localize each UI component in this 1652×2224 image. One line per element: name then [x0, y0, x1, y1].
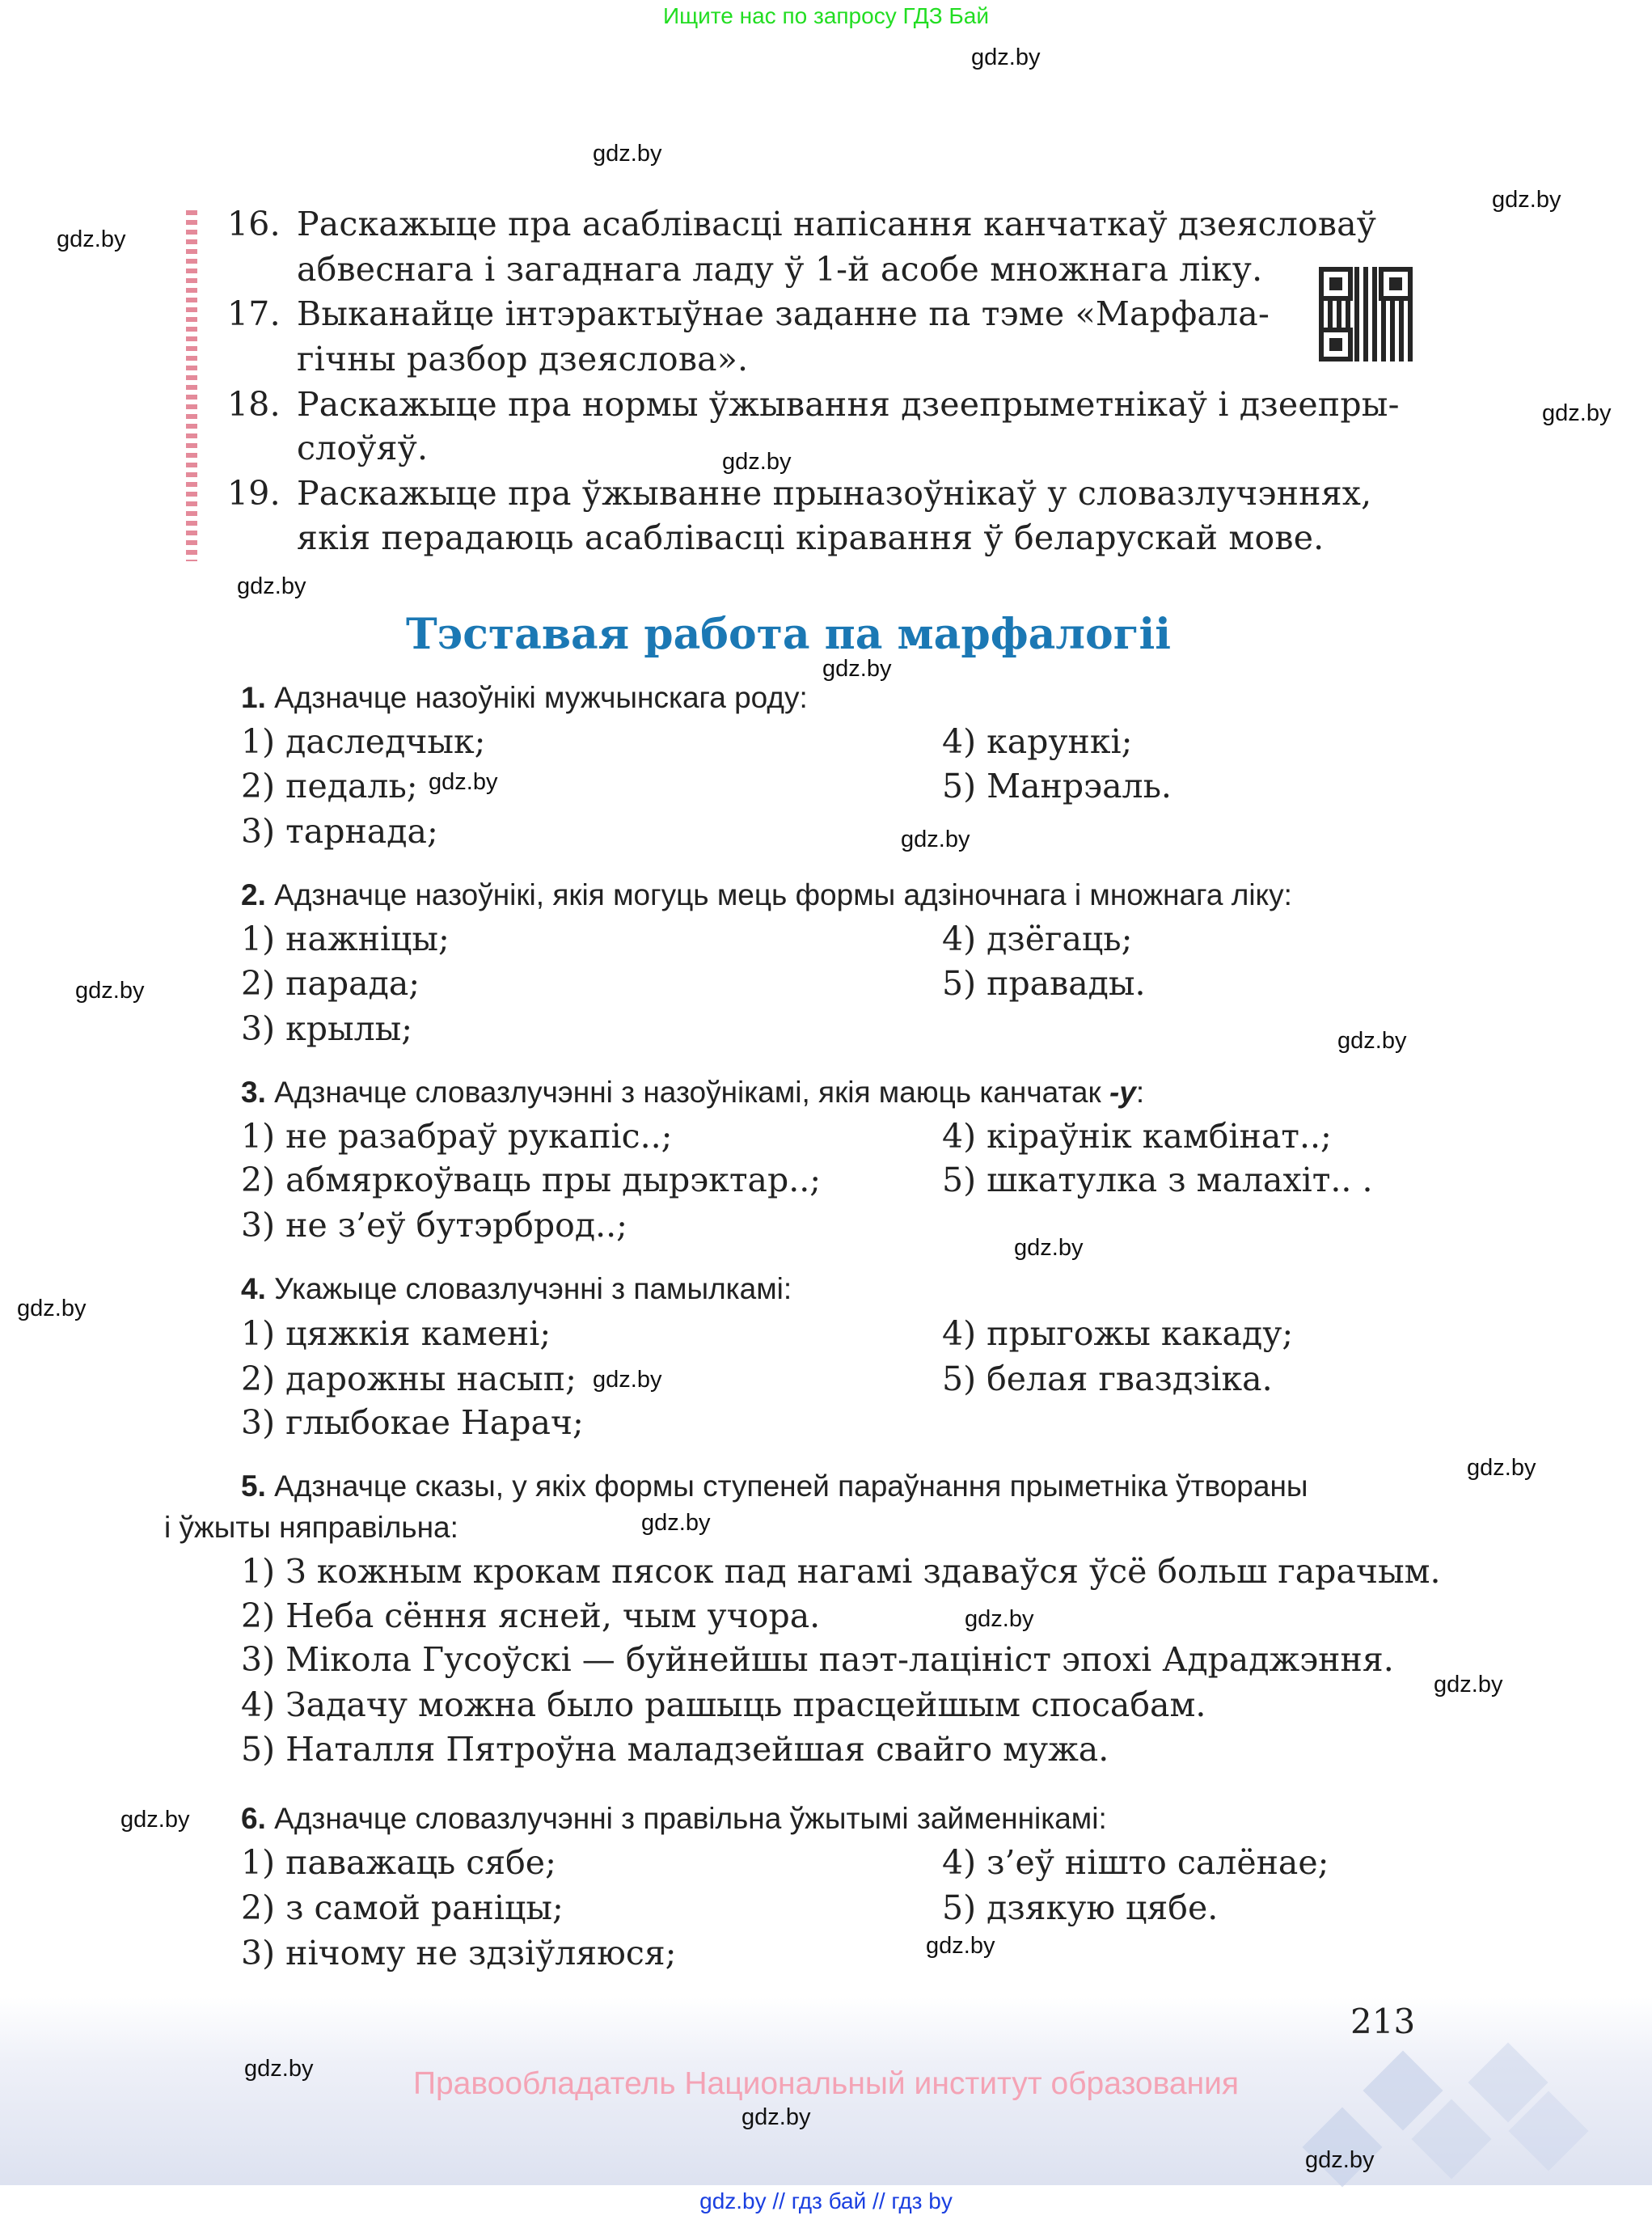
footer-links[interactable]: gdz.by // гдз бай // гдз by — [699, 2188, 953, 2213]
ending-highlight: -у — [1109, 1076, 1136, 1109]
watermark: gdz.by — [901, 827, 970, 852]
question-number: 18. — [227, 385, 281, 424]
option: 4) з’еў нішто салёнае; — [942, 1843, 1329, 1882]
option: 5) Наталля Пятроўна маладзейшая свайго мужа. — [241, 1730, 1109, 1769]
watermark: gdz.by — [57, 226, 126, 252]
watermark: gdz.by — [429, 769, 498, 795]
section-title: Тэставая работа па марфалогіі — [405, 610, 1172, 659]
test-question-3 — [241, 1075, 1144, 1110]
page-number: 213 — [1350, 2002, 1416, 2041]
watermark: gdz.by — [120, 1807, 190, 1833]
watermark: gdz.by — [822, 656, 892, 682]
test-question-text: Адзначце назоўнікі, якія могуць мець формы адзіночнага і множнага ліку: — [274, 878, 1292, 911]
option: 2) дарожны насып; — [241, 1359, 577, 1398]
question-text: Раскажыце пра ўжыванне прыназоўнікаў у словазлучэннях, — [297, 474, 1372, 513]
test-question-text: Укажыце словазлучэнні з памылкамі: — [274, 1272, 792, 1305]
test-question-text: Адзначце словазлучэнні з правільна ўжытымі займеннікамі: — [274, 1802, 1107, 1835]
question-text: Выканайце інтэрактыўнае заданне па тэме «Марфала- — [297, 294, 1270, 333]
search-banner[interactable]: Ищите нас по запросу ГДЗ Бай — [662, 3, 990, 28]
option: 4) дзёгаць; — [942, 920, 1133, 958]
watermark: gdz.by — [1014, 1235, 1084, 1261]
option: 5) шкатулка з малахіт.. . — [942, 1161, 1373, 1199]
watermark: gdz.by — [593, 1367, 662, 1393]
qr-finder — [1379, 267, 1413, 301]
option: 1) даследчык; — [241, 722, 486, 761]
option: 3) крылы; — [241, 1009, 413, 1048]
watermark: gdz.by — [1467, 1455, 1536, 1481]
watermark: gdz.by — [1542, 400, 1612, 426]
test-question-1 — [241, 680, 808, 716]
test-question-text-continued: і ўжыты няправільна: — [164, 1511, 458, 1544]
question-text: слоўяў. — [297, 429, 429, 467]
watermark: gdz.by — [1305, 2147, 1375, 2173]
test-question-number: 6. — [241, 1802, 266, 1835]
question-text: абвеснага і загаднага ладу ў 1-й асобе множнага ліку. — [297, 250, 1263, 289]
option: 3) нічому не здзіўляюся; — [241, 1934, 677, 1972]
watermark: gdz.by — [971, 44, 1041, 70]
test-question-number: 4. — [241, 1272, 266, 1305]
question-text: Раскажыце пра нормы ўжывання дзеепрыметнікаў і дзеепры- — [297, 385, 1400, 424]
margin-marker-bar — [186, 210, 197, 561]
option: 1) нажніцы; — [241, 920, 450, 958]
test-question-number: 3. — [241, 1076, 266, 1109]
option: 3) глыбокае Нарач; — [241, 1403, 584, 1442]
copyright-notice: Правообладатель Национальный институт образования — [412, 2066, 1240, 2101]
option: 4) карункі; — [942, 722, 1133, 761]
test-question-2 — [241, 877, 1292, 913]
option: 5) дзякую цябе. — [942, 1888, 1219, 1927]
option: 5) правады. — [942, 964, 1146, 1003]
question-number: 16. — [227, 205, 281, 243]
option: 4) прыгожы какаду; — [942, 1314, 1294, 1353]
test-question-text: Адзначце сказы, у якіх формы ступеней параўнання прыметніка ўтвораны — [274, 1469, 1308, 1503]
watermark: gdz.by — [244, 2056, 314, 2082]
option: 3) Мікола Гусоўскі — буйнейшы паэт-лацініст эпохі Адраджэння. — [241, 1640, 1394, 1679]
option: 3) тарнада; — [241, 812, 438, 851]
test-question-6 — [241, 1801, 1107, 1837]
option: 2) парада; — [241, 964, 420, 1003]
option: 1) З кожным крокам пясок пад нагамі здаваўся ўсё больш гарачым. — [241, 1552, 1441, 1591]
option: 5) Манрэаль. — [942, 767, 1172, 805]
watermark: gdz.by — [75, 978, 145, 1004]
option: 1) паважаць сябе; — [241, 1843, 556, 1882]
option: 4) кіраўнік камбінат..; — [942, 1117, 1332, 1156]
punctuation: : — [1135, 1076, 1145, 1109]
option: 5) белая гваздзіка. — [942, 1359, 1273, 1398]
test-question-text: Адзначце словазлучэнні з назоўнікамі, якія маюць канчатак — [274, 1076, 1101, 1109]
watermark: gdz.by — [593, 141, 662, 167]
test-question-text: Адзначце назоўнікі мужчынскага роду: — [274, 681, 808, 714]
watermark: gdz.by — [641, 1510, 711, 1536]
question-text: Раскажыце пра асаблівасці напісання канчаткаў дзеясловаў — [297, 205, 1377, 243]
option: 4) Задачу можна было рашыць прасцейшым спосабам. — [241, 1685, 1206, 1724]
qr-finder — [1319, 328, 1353, 362]
qr-code[interactable] — [1319, 267, 1413, 362]
watermark: gdz.by — [1434, 1672, 1503, 1698]
watermark: gdz.by — [741, 2104, 811, 2130]
test-question-4 — [241, 1271, 792, 1307]
question-number: 17. — [227, 294, 281, 333]
watermark: gdz.by — [1337, 1028, 1407, 1054]
option: 1) не разабраў рукапіс..; — [241, 1117, 673, 1156]
test-question-5 — [241, 1469, 1308, 1504]
option: 2) абмяркоўваць пры дырэктар..; — [241, 1161, 822, 1199]
test-question-number: 2. — [241, 878, 266, 911]
decorative-diamond — [1412, 2099, 1492, 2180]
watermark: gdz.by — [965, 1606, 1034, 1632]
option: 1) цяжкія камені; — [241, 1314, 551, 1353]
option: 2) педаль; — [241, 767, 418, 805]
option: 3) не з’еў бутэрброд..; — [241, 1206, 627, 1245]
question-text: якія перадаюць асаблівасці кіравання ў беларускай мове. — [297, 518, 1325, 557]
qr-finder — [1319, 267, 1353, 301]
test-question-number: 1. — [241, 681, 266, 714]
question-number: 19. — [227, 474, 281, 513]
watermark: gdz.by — [1492, 187, 1561, 213]
test-question-number: 5. — [241, 1469, 266, 1503]
option: 2) з самой раніцы; — [241, 1888, 564, 1927]
watermark: gdz.by — [722, 449, 792, 475]
watermark: gdz.by — [926, 1933, 995, 1959]
option: 2) Неба сёння ясней, чым учора. — [241, 1596, 821, 1635]
watermark: gdz.by — [17, 1296, 87, 1321]
question-text: гічны разбор дзеяслова». — [297, 340, 749, 378]
watermark: gdz.by — [237, 573, 306, 599]
